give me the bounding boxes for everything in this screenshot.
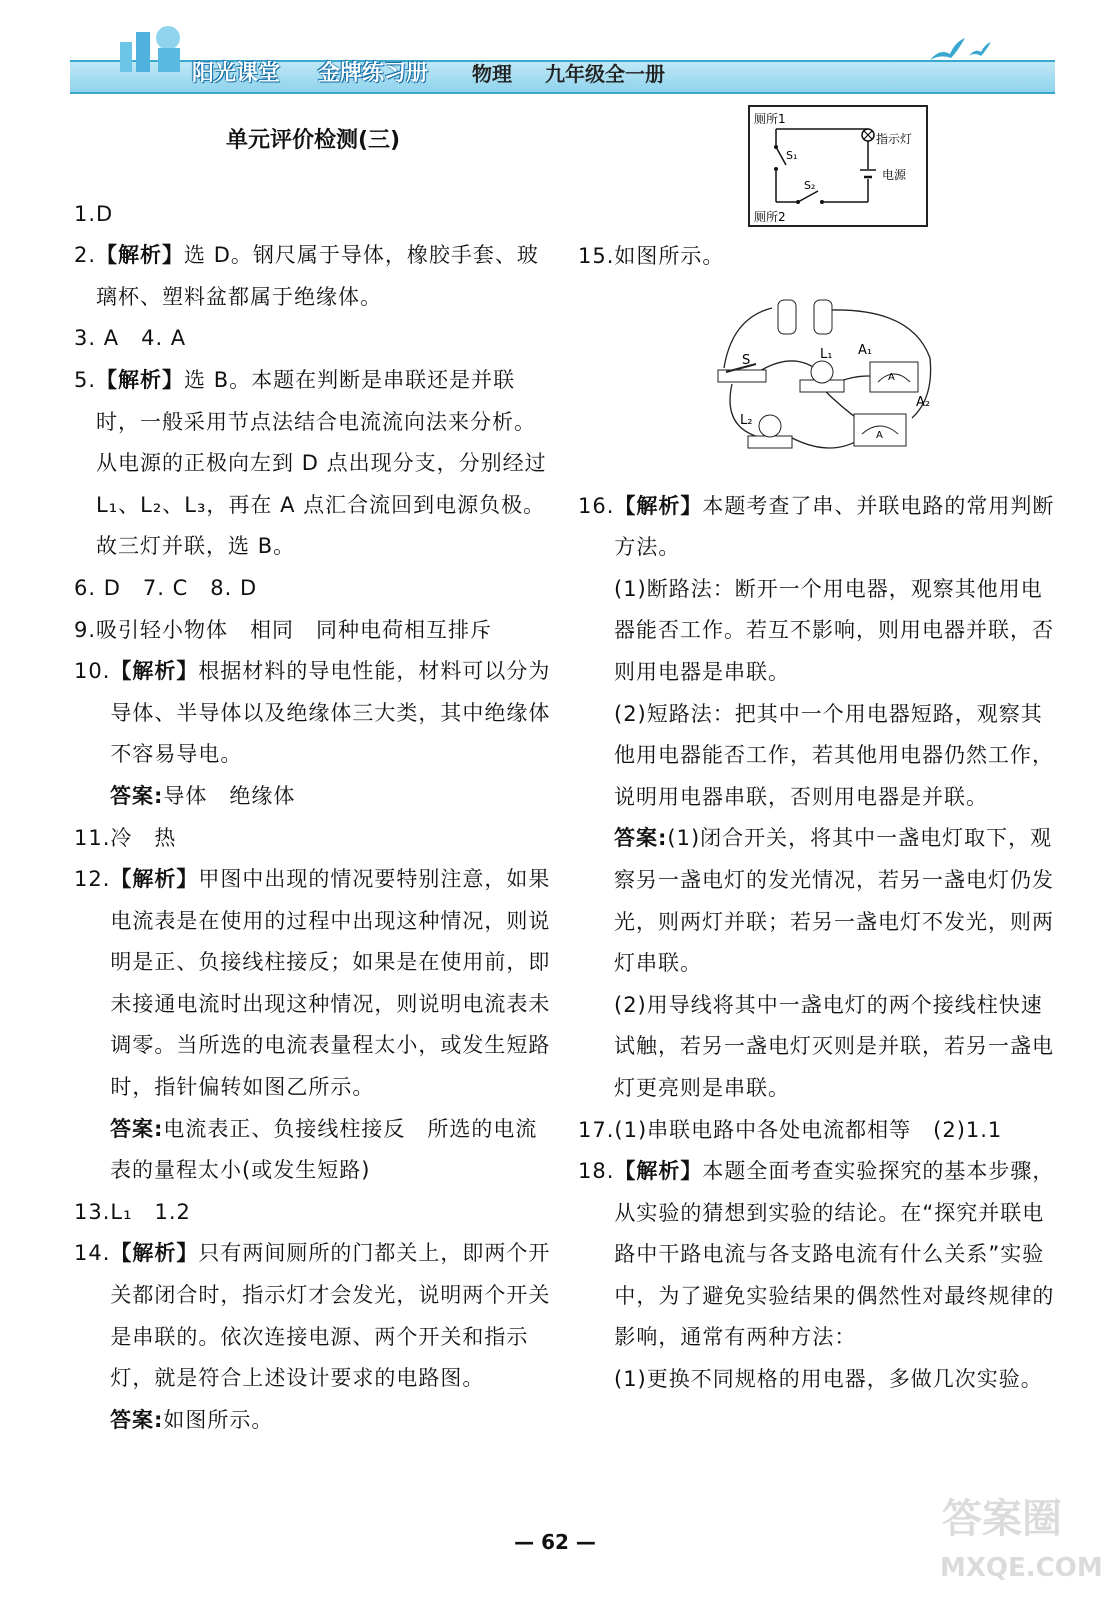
question-9 — [74, 610, 552, 652]
answer-label: 答案: — [110, 783, 164, 808]
question-number: 17. — [578, 1117, 615, 1142]
answer-text: 如图所示。 — [163, 1407, 274, 1432]
switch-s1-label: S₁ — [786, 149, 798, 162]
analysis-tag: 【解析】 — [614, 493, 703, 518]
analysis-tag: 【解析】 — [96, 367, 185, 392]
subject-label: 物理 — [472, 62, 512, 86]
grade-label: 九年级全一册 — [545, 62, 665, 86]
ammeter-a1-face-label: A — [888, 372, 895, 383]
bulb-l2-label: L₂ — [740, 413, 753, 428]
question-18 — [578, 1151, 1056, 1359]
question-13 — [74, 1192, 552, 1234]
analysis-text: 选 D。钢尺属于导体，橡胶手套、玻璃杯、塑料盆都属于绝缘体。 — [96, 243, 539, 309]
answer-text: 如图所示。 — [614, 244, 725, 268]
indicator-label: 指示灯 — [876, 132, 913, 146]
circuit-schematic — [750, 107, 926, 225]
analysis-text: 只有两间厕所的门都关上，即两个开关都闭合时，指示灯才会发光，说明两个开关是串联的。依次连接电源、两个开关和指示灯，就是符合上述设计要求的电路图。 — [110, 1241, 551, 1391]
watermark-logo — [934, 1480, 1103, 1590]
power-label: 电源 — [882, 168, 907, 182]
analysis-text: 根据材料的导电性能，材料可以分为导体、半导体以及绝缘体三大类，其中绝缘体不容易导电。 — [110, 659, 551, 767]
right-column — [578, 236, 1056, 1401]
answer-text: 3. A 4. A — [74, 326, 187, 351]
question-2 — [74, 235, 552, 318]
analysis-tag: 【解析】 — [96, 243, 185, 268]
series-subtitle: 金牌练习册 — [318, 60, 429, 86]
answer-line-2: (2)用导线将其中一盏电灯的两个接线柱快速试触，若另一盏电灯灭则是并联，若另一盏电灯更亮则是串联。 — [614, 992, 1054, 1100]
birds-icon — [925, 30, 995, 70]
question-number: 10. — [74, 659, 111, 684]
question-number: 15. — [578, 244, 615, 268]
series-title: 阳光课堂 — [192, 60, 281, 86]
question-number: 18. — [578, 1159, 615, 1184]
toilet-2-label: 厕所2 — [754, 210, 786, 224]
answer-text: 吸引轻小物体 相同 同种电荷相互排斥 — [96, 617, 493, 642]
left-column — [74, 120, 552, 1441]
watermark-url: MXQE.COM — [940, 1553, 1103, 1583]
question-number: 14. — [74, 1241, 111, 1266]
toilet-1-label: 厕所1 — [754, 112, 786, 126]
answer-text: 电流表正、负接线柱接反 所选的电流表的量程太小(或发生短路) — [110, 1116, 538, 1183]
answer-line — [74, 1400, 552, 1442]
answer-line — [578, 818, 1056, 984]
ammeter-a2-face-label: A — [876, 430, 883, 441]
toilet-circuit-diagram — [748, 105, 928, 227]
analysis-tag: 【解析】 — [110, 867, 199, 892]
page-header — [70, 18, 1055, 96]
answer-line — [74, 1109, 552, 1192]
question-5 — [74, 360, 552, 568]
answer-text: 6. D 7. C 8. D — [74, 575, 258, 600]
analysis-tag: 【解析】 — [110, 659, 199, 684]
method-open-circuit: (1)断路法：断开一个用电器，观察其他用电器能否工作。若互不影响，则用电器并联，否则用电器是串联。 — [614, 576, 1054, 684]
question-6-8 — [74, 568, 552, 610]
question-11 — [74, 818, 552, 860]
answer-label: 答案: — [110, 1407, 164, 1432]
answer-text: 导体 绝缘体 — [163, 783, 296, 808]
analysis-tag: 【解析】 — [614, 1159, 703, 1184]
answer-text: 冷 热 — [110, 825, 177, 850]
question-14 — [74, 1233, 552, 1399]
figure-spacer — [578, 278, 1056, 486]
analysis-text: 本题考查了串、并联电路的常用判断方法。 — [614, 493, 1055, 560]
question-number: 9. — [74, 617, 97, 642]
method-1: (1)更换不同规格的用电器，多做几次实验。 — [614, 1367, 1043, 1392]
question-number: 16. — [578, 493, 615, 518]
bulb-l1-label: L₁ — [820, 347, 833, 362]
watermark-text: 答案圈 — [942, 1496, 1062, 1542]
question-15 — [578, 236, 1056, 278]
ammeter-a1-label: A₁ — [858, 343, 873, 358]
question-12 — [74, 859, 552, 1109]
analysis-tag: 【解析】 — [110, 1241, 199, 1266]
answer-line — [74, 776, 552, 818]
question-1 — [74, 194, 552, 236]
answer-text: L₁ 1.2 — [110, 1199, 191, 1224]
answer-text: (1)闭合开关，将其中一盏电灯取下，观察另一盏电灯的发光情况，若另一盏电灯仍发光，则两灯并联；若另一盏电灯不发光，则两灯串联。 — [614, 826, 1054, 976]
question-10 — [74, 651, 552, 776]
question-number: 12. — [74, 867, 111, 892]
question-number: 1. — [74, 201, 97, 226]
answer-label: 答案: — [614, 826, 668, 851]
question-number: 11. — [74, 825, 111, 850]
question-3-4 — [74, 318, 552, 360]
section-title: 单元评价检测(三) — [225, 128, 401, 153]
switch-s2-label: S₂ — [804, 179, 816, 192]
question-17 — [578, 1110, 1056, 1152]
question-number: 5. — [74, 367, 97, 392]
answer-text: D — [96, 201, 114, 226]
switch-label: S — [742, 353, 751, 368]
question-number: 13. — [74, 1199, 111, 1224]
analysis-text: 本题全面考查实验探究的基本步骤，从实验的猜想到实验的结论。在“探究并联电路中干路电流与各支路电流有什么关系”实验中，为了避免实验结果的偶然性对最终规律的影响，通常有两种方法： — [614, 1159, 1055, 1350]
analysis-text: 选 B。本题在判断是串联还是并联时，一般采用节点法结合电流流向法来分析。从电源的正极向左到 D 点出现分支，分别经过 L₁、L₂、L₃，再在 A 点汇合流回到电源负极。故三灯并联，选 B。 — [96, 367, 547, 559]
answer-label: 答案: — [110, 1116, 164, 1141]
question-number: 2. — [74, 243, 97, 268]
question-16 — [578, 486, 1056, 569]
analysis-text: 甲图中出现的情况要特别注意，如果电流表是在使用的过程中出现这种情况，则说明是正、负接线柱接反；如果是在使用前，即未接通电流时出现这种情况，则说明电流表未调零。当所选的电流表量程太小，或发生短路时，指针偏转如图乙所示。 — [110, 867, 551, 1100]
ammeter-a2-label: A₂ — [916, 395, 931, 410]
page-number: — 62 — — [514, 1530, 596, 1554]
header-decoration-icon — [110, 22, 190, 72]
answer-text: (1)串联电路中各处电流都相等 (2)1.1 — [614, 1117, 1003, 1142]
method-short-circuit: (2)短路法：把其中一个用电器短路，观察其他用电器能否工作，若其他用电器仍然工作，说明用电器串联，否则用电器是并联。 — [614, 701, 1054, 809]
